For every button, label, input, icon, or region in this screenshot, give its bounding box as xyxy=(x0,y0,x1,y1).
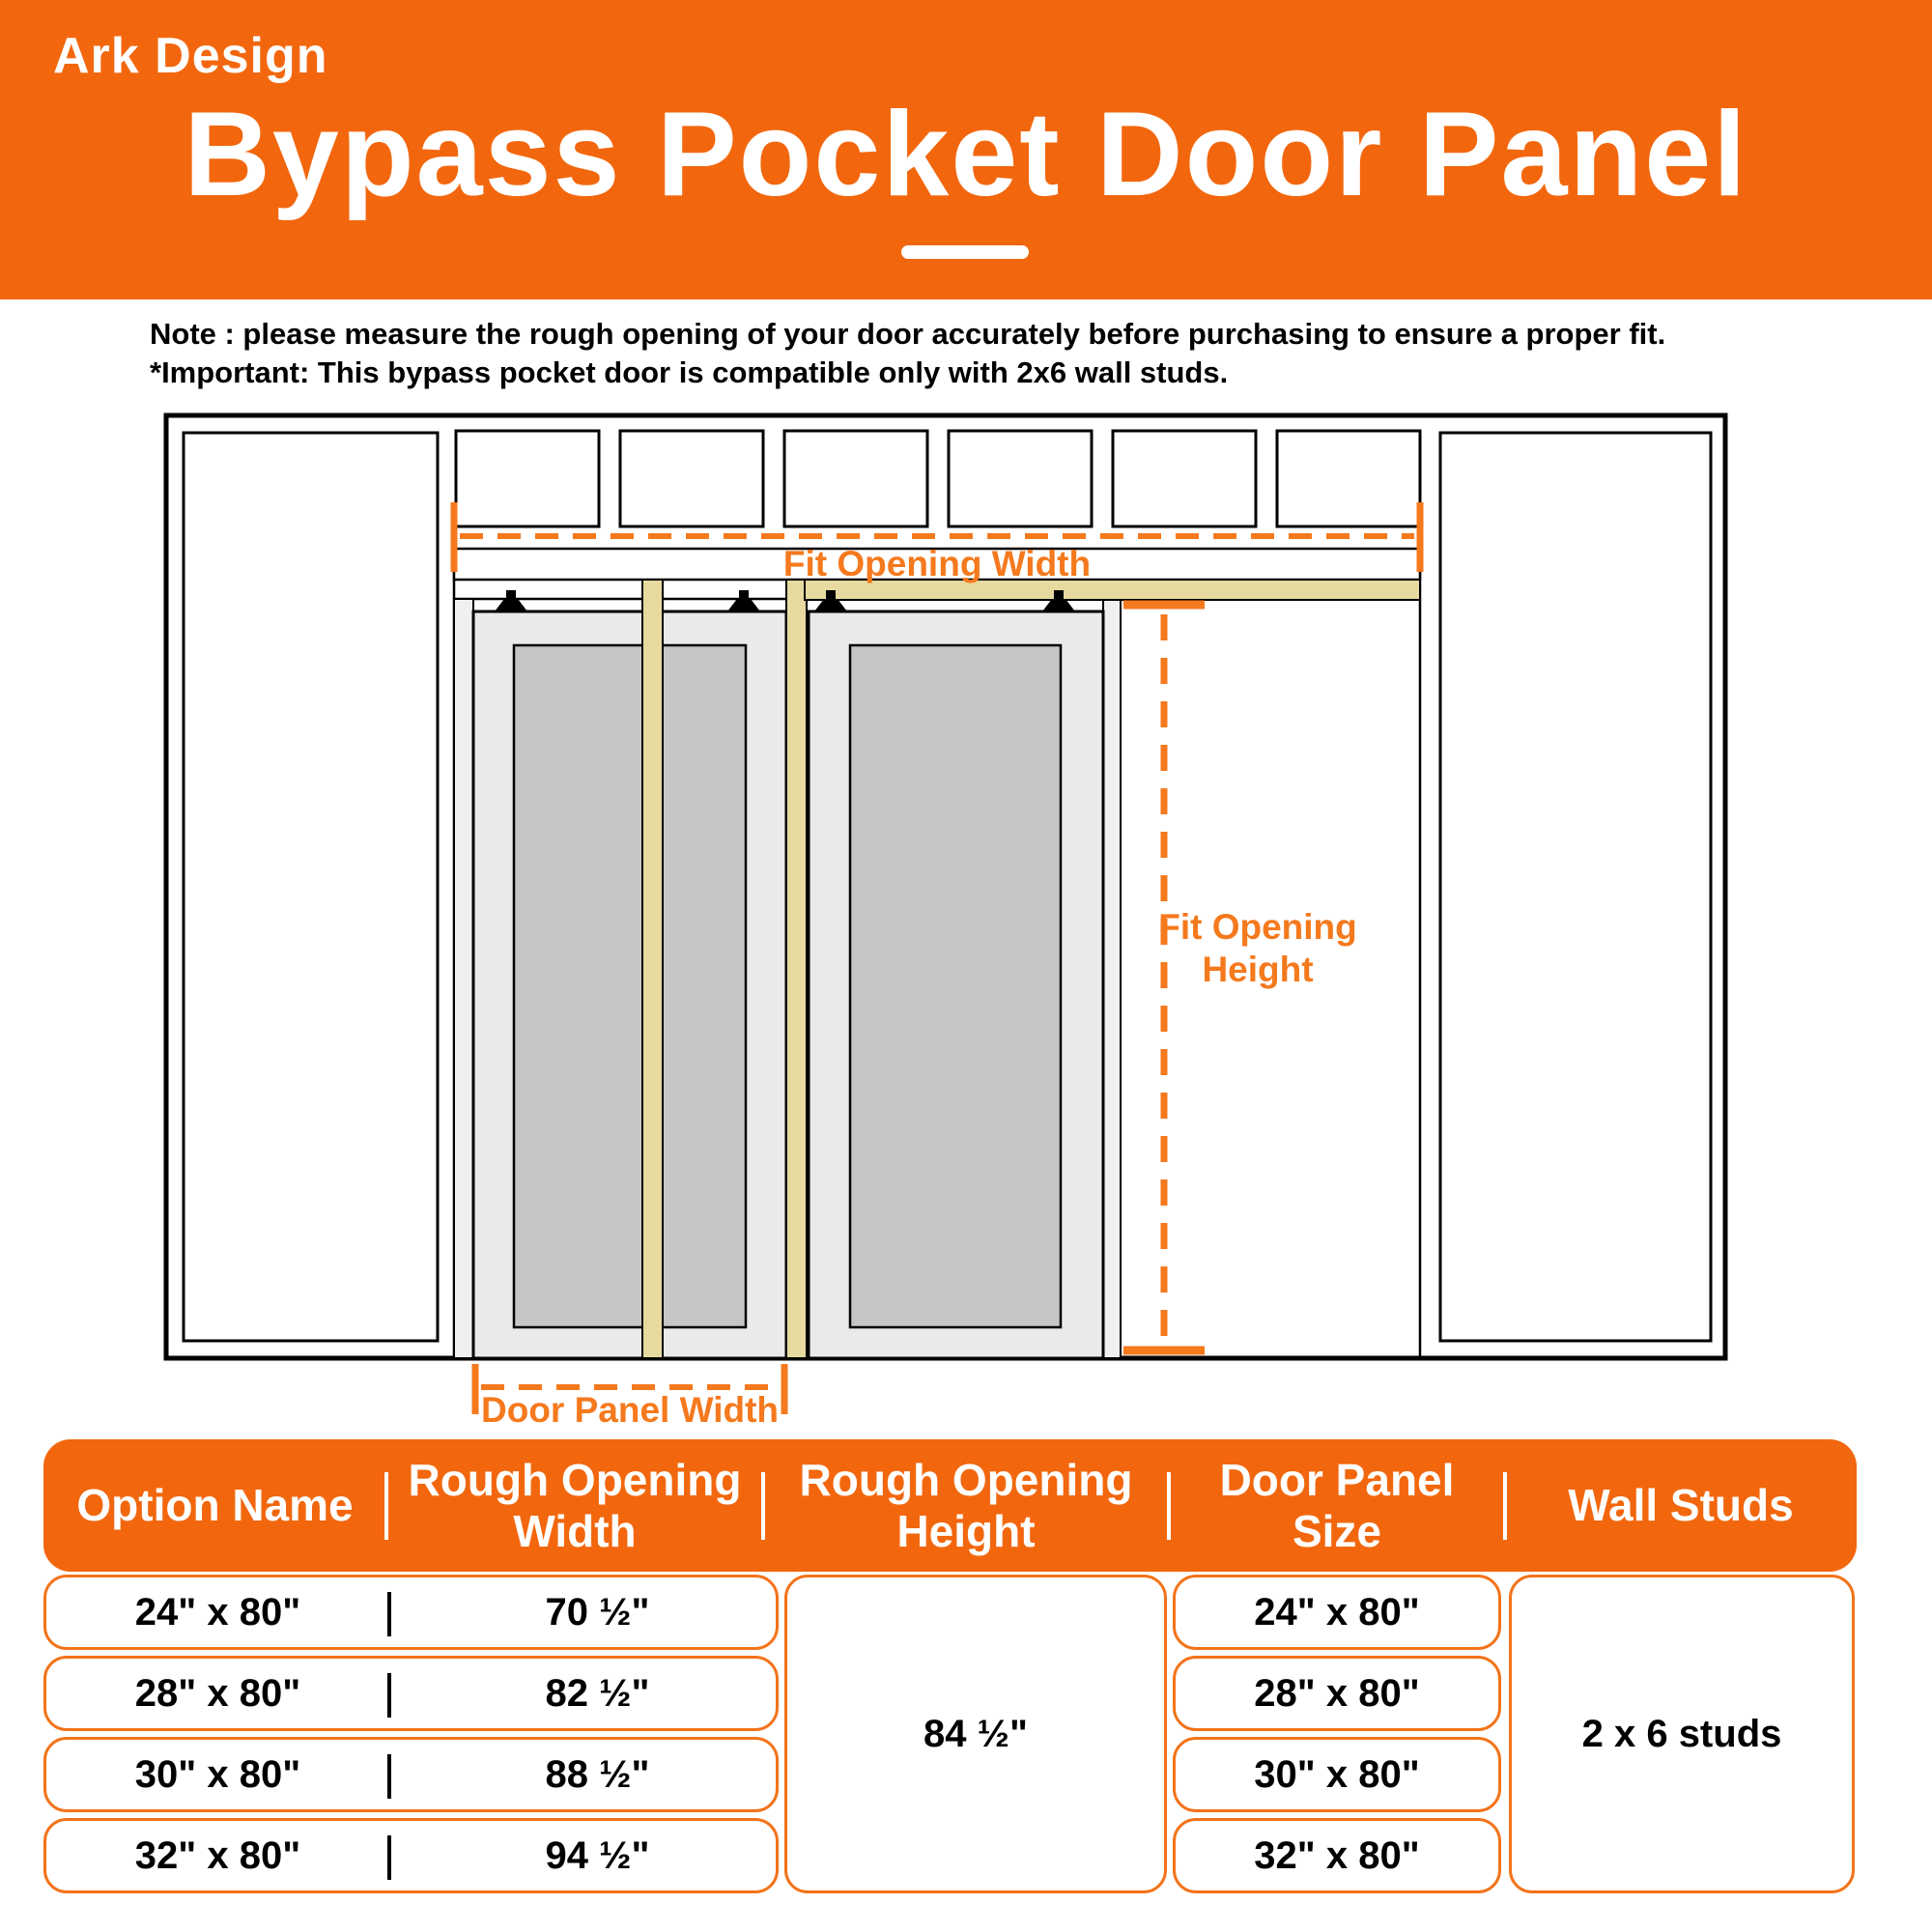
left-jamb-strip xyxy=(454,599,473,1358)
header-stud xyxy=(456,431,599,526)
rough-opening-width-value: 70 ½" xyxy=(545,1590,650,1634)
right-wall-panel xyxy=(1440,433,1711,1341)
fit-opening-height-label-line2: Height xyxy=(1202,950,1314,989)
door-panel-right-glass xyxy=(850,645,1061,1327)
option-name-value: 32" x 80" xyxy=(134,1833,301,1877)
note-line-2: *Important: This bypass pocket door is compatible only with 2x6 wall studs. xyxy=(150,355,1229,389)
table-row xyxy=(43,1818,779,1893)
left-wall-panel xyxy=(184,433,438,1341)
door-panel-size-cell xyxy=(1173,1737,1501,1812)
column-header-text: Rough Opening xyxy=(408,1454,742,1505)
header-stud xyxy=(784,431,927,526)
table-row xyxy=(43,1575,779,1650)
door-panel-size-value: 24" x 80" xyxy=(1254,1590,1420,1634)
fit-opening-height-label-line1: Fit Opening xyxy=(1158,907,1357,947)
rough-opening-height-value: 84 ½" xyxy=(923,1712,1028,1755)
header-stud xyxy=(1277,431,1420,526)
split-stud xyxy=(642,580,663,1358)
door-panel-size-cell xyxy=(1173,1656,1501,1731)
rough-opening-width-value: 94 ½" xyxy=(545,1833,650,1877)
door-panel-left-glass xyxy=(514,645,746,1327)
wall-studs-value: 2 x 6 studs xyxy=(1581,1712,1782,1755)
right-jamb-strip xyxy=(1103,599,1121,1358)
brand-logo: Ark Design xyxy=(53,28,328,84)
column-header-text: Option Name xyxy=(76,1480,354,1530)
column-header-text: Door Panel xyxy=(1219,1454,1455,1505)
column-header-door-panel-size xyxy=(1169,1439,1505,1572)
column-header-text: Height xyxy=(896,1505,1036,1556)
door-panel-size-value: 30" x 80" xyxy=(1254,1752,1420,1796)
door-panel-size-value: 32" x 80" xyxy=(1254,1833,1420,1877)
column-header-text: Width xyxy=(513,1505,637,1556)
table-header-band xyxy=(43,1439,1857,1572)
option-name-value: 30" x 80" xyxy=(134,1752,301,1796)
table-row xyxy=(43,1737,779,1812)
header-stud xyxy=(620,431,763,526)
column-header-wall-studs xyxy=(1505,1439,1857,1572)
split-stud xyxy=(786,580,807,1358)
column-header-text: Rough Opening xyxy=(799,1454,1133,1505)
row-separator xyxy=(387,1592,391,1636)
header-stud xyxy=(1113,431,1256,526)
option-name-value: 28" x 80" xyxy=(134,1671,301,1715)
fit-opening-width-label: Fit Opening Width xyxy=(782,544,1092,583)
rough-opening-width-value: 82 ½" xyxy=(545,1671,650,1715)
table-row xyxy=(43,1656,779,1731)
rough-opening-width-value: 88 ½" xyxy=(545,1752,650,1796)
door-panel-width-label: Door Panel Width xyxy=(481,1390,779,1430)
door-panel-size-cell xyxy=(1173,1575,1501,1650)
column-header-option-name xyxy=(43,1439,386,1572)
wall-studs-merged-cell xyxy=(1509,1575,1855,1893)
row-separator xyxy=(387,1835,391,1880)
column-header-rough-opening-width xyxy=(386,1439,763,1572)
column-header-text: Wall Studs xyxy=(1568,1480,1794,1530)
column-header-rough-opening-height xyxy=(763,1439,1169,1572)
page-title: Bypass Pocket Door Panel xyxy=(184,88,1748,221)
door-panel-size-value: 28" x 80" xyxy=(1254,1671,1420,1715)
row-separator xyxy=(387,1754,391,1799)
header-stud xyxy=(949,431,1092,526)
column-header-text: Size xyxy=(1292,1505,1382,1556)
rough-opening-height-merged-cell xyxy=(784,1575,1167,1893)
row-separator xyxy=(387,1673,391,1718)
note-line-1: Note : please measure the rough opening of your door accurately before purchasing to ensure a proper fit. xyxy=(150,317,1666,351)
door-panel-size-cell xyxy=(1173,1818,1501,1893)
option-name-value: 24" x 80" xyxy=(134,1590,301,1634)
